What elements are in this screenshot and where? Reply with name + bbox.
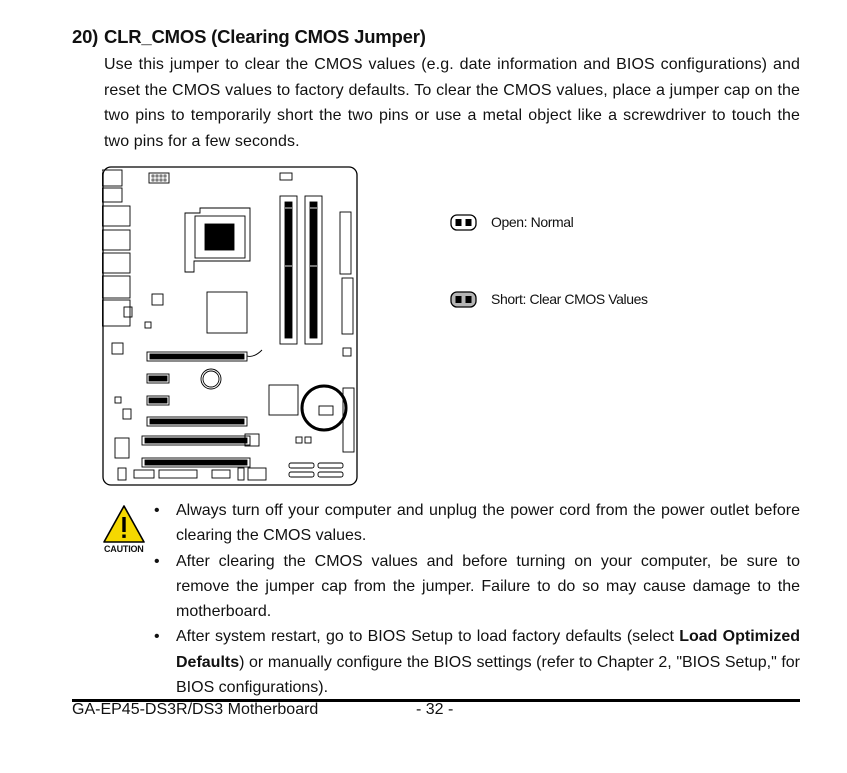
component bbox=[343, 348, 351, 356]
atx-12v-header bbox=[149, 173, 169, 183]
bullet-dot: • bbox=[154, 552, 160, 570]
component bbox=[115, 397, 121, 403]
legend-open bbox=[450, 214, 630, 234]
slot-latch bbox=[247, 350, 262, 356]
board-outline bbox=[103, 167, 357, 485]
footer-model: GA-EP45-DS3R/DS3 Motherboard bbox=[72, 701, 319, 718]
list-item bbox=[150, 624, 800, 700]
caution-bullet-1: Always turn off your computer and unplug the power cord from the power outlet before clearing the CMOS values. bbox=[176, 502, 800, 545]
page-number: - 32 - bbox=[416, 701, 454, 718]
ide-connector bbox=[342, 278, 353, 334]
header bbox=[123, 409, 131, 419]
cmos-battery bbox=[201, 369, 221, 389]
io-port bbox=[102, 253, 130, 273]
fan-header bbox=[280, 173, 292, 180]
legend-open-label: Open: Normal bbox=[491, 214, 574, 230]
component bbox=[152, 294, 163, 305]
io-port bbox=[124, 307, 132, 317]
bullet-dot: • bbox=[154, 628, 160, 646]
io-port bbox=[102, 276, 130, 298]
io-port bbox=[102, 206, 130, 226]
intro-paragraph: Use this jumper to clear the CMOS values (e.g. date information and BIOS configurations) and reset the CMOS values to factory defaults. To clear the CMOS values, place a jumper cap on the two pins to temporarily short the two pins or use a metal object like a screwdriver to touch the two pins for a few seconds. bbox=[104, 56, 800, 150]
clr-cmos-highlight bbox=[302, 386, 346, 430]
northbridge bbox=[207, 292, 247, 333]
header bbox=[238, 468, 244, 480]
caution-bullet-3-pre: After system restart, go to BIOS Setup to load factory defaults (select bbox=[176, 628, 680, 646]
jumper-open-icon bbox=[450, 214, 477, 231]
legend-short bbox=[450, 291, 670, 311]
section-heading bbox=[72, 26, 426, 48]
floppy-connector bbox=[159, 470, 197, 478]
caution-bullet-3-post: ) or manually configure the BIOS settings (refer to Chapter 2, "BIOS Setup," for BIOS configurations). bbox=[176, 653, 800, 697]
header bbox=[134, 470, 154, 478]
cpu-socket-core bbox=[205, 224, 234, 250]
legend-short-label: Short: Clear CMOS Values bbox=[491, 291, 648, 307]
component bbox=[112, 343, 123, 354]
load-optimized-defaults: Load Optimized Defaults bbox=[176, 628, 801, 671]
caution-label: CAUTION bbox=[104, 544, 144, 554]
io-port bbox=[102, 170, 122, 186]
front-panel-header bbox=[248, 468, 266, 480]
southbridge bbox=[269, 385, 298, 415]
caution-bullet-2: After clearing the CMOS values and before turning on your computer, be sure to remove the jumper cap from the jumper. Failure to do so may cause damage to the motherboard. bbox=[176, 552, 800, 621]
caution-list bbox=[150, 498, 800, 700]
section-title: CLR_CMOS (Clearing CMOS Jumper) bbox=[104, 26, 426, 47]
header bbox=[118, 468, 126, 480]
motherboard-diagram bbox=[102, 166, 358, 486]
sata-ports bbox=[289, 463, 343, 477]
io-port bbox=[102, 300, 130, 326]
clr-cmos-jumper bbox=[319, 406, 333, 415]
list-item bbox=[150, 498, 800, 549]
io-port bbox=[102, 230, 130, 250]
jumper-short-icon bbox=[450, 291, 477, 308]
bullet-dot: • bbox=[154, 502, 160, 519]
header bbox=[212, 470, 230, 478]
section-number: 20) bbox=[72, 26, 99, 47]
audio-chip bbox=[115, 438, 129, 458]
component bbox=[145, 322, 151, 328]
atx-power bbox=[340, 212, 351, 274]
list-item bbox=[150, 549, 800, 625]
io-port bbox=[102, 188, 122, 202]
